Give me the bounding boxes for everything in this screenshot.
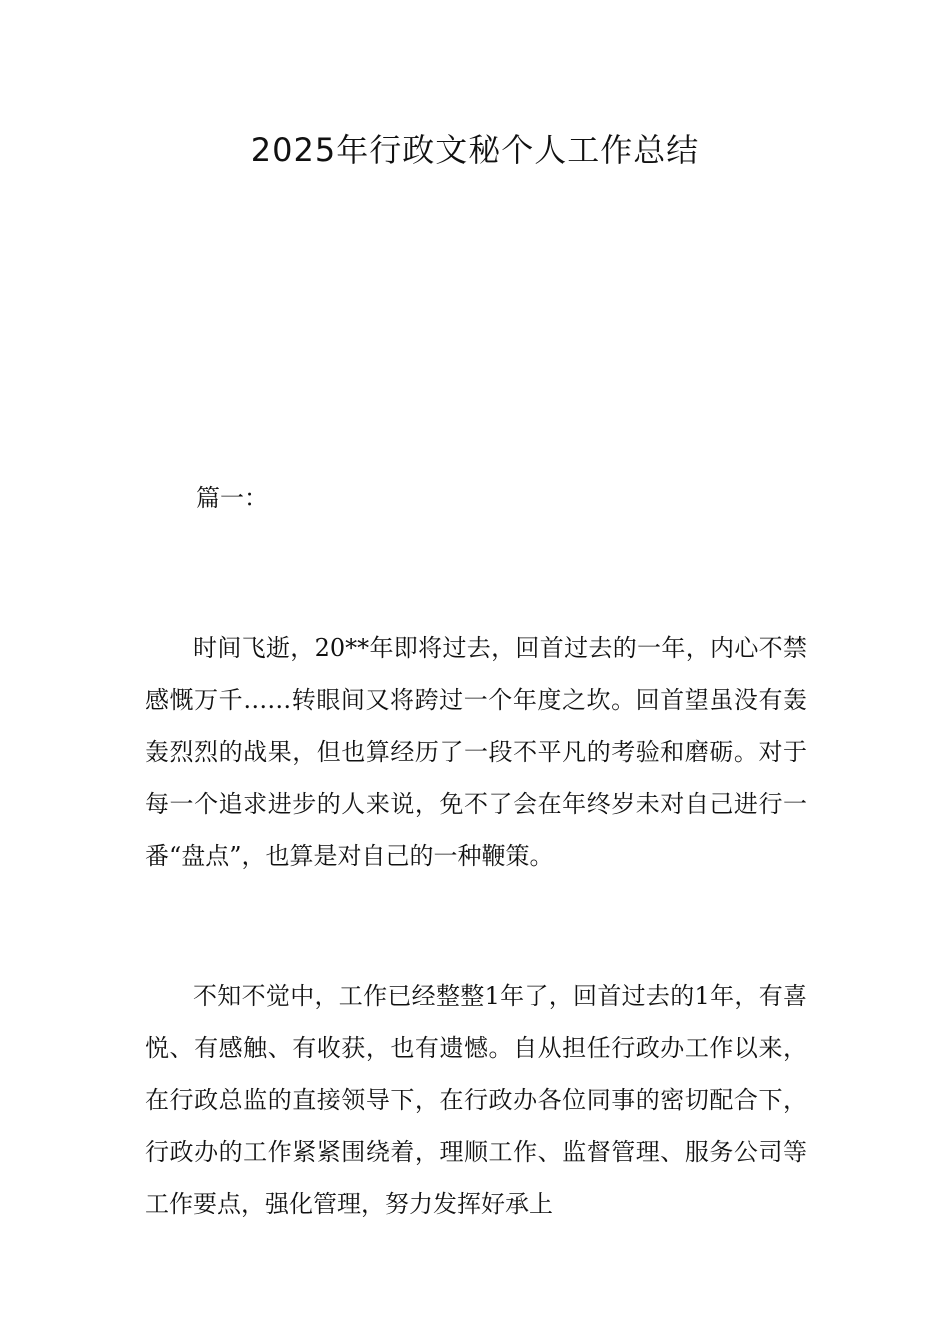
document-title: 2025年行政文秘个人工作总结 <box>250 131 700 169</box>
paragraph-2: 不知不觉中，工作已经整整1年了，回首过去的1年，有喜悦、有感触、有收获，也有遗憾。自从担任行政办工作以来，在行政总监的直接领导下，在行政办各位同事的密切配合下，行政办的工作紧紧围绕着，理顺工作、监督管理、服务公司等工作要点，强化管理，努力发挥好承上 <box>145 982 807 1218</box>
section-label: 篇一： <box>196 484 268 512</box>
paragraph-1: 时间飞逝，20**年即将过去，回首过去的一年，内心不禁感慨万千……转眼间又将跨过一个年度之坎。回首望虽没有轰轰烈烈的战果，但也算经历了一段不平凡的考验和磨砺。对于每一个追求进步的人来说，免不了会在年终岁未对自己进行一番“盘点”，也算是对自己的一种鞭策。 <box>145 634 807 870</box>
